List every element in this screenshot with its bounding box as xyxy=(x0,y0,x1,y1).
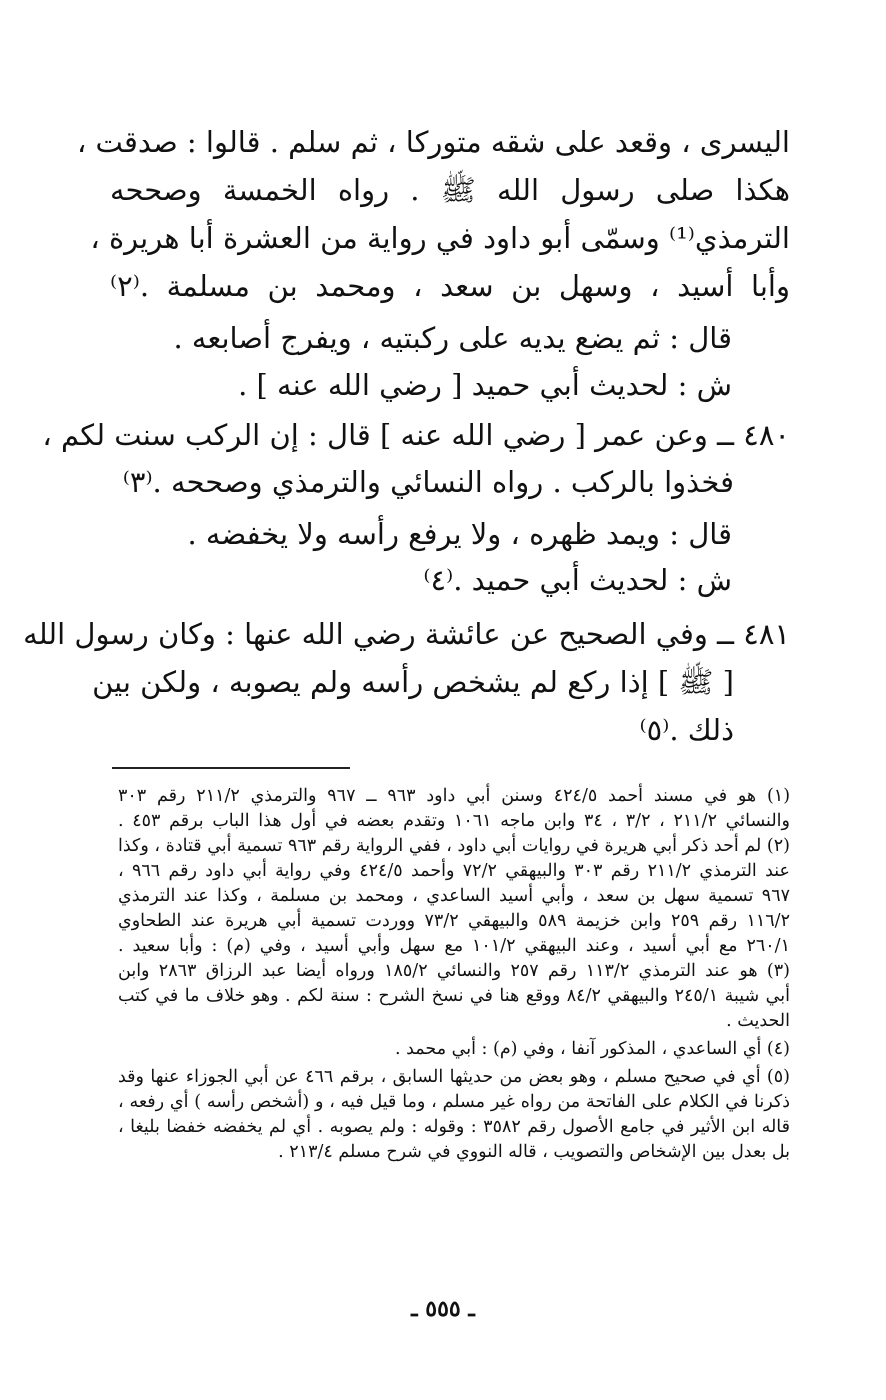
text-line: فخذوا بالركب . رواه النسائي والترمذي وصححه .⁽٣⁾ xyxy=(122,465,734,499)
text-line: ٤٨١ ــ وفي الصحيح عن عائشة رضي الله عنها : وكان رسول الله xyxy=(23,617,790,651)
footnote-line: (٤) أي الساعدي ، المذكور آنفا ، وفي (م) : أبي محمد . xyxy=(394,1039,790,1059)
footnote-line: بل بعدل بين الإشخاص والتصويب ، قاله النووي في شرح مسلم ٢١٣/٤ . xyxy=(278,1142,790,1162)
footnote-line: (٢) لم أحد ذكر أبي هريرة في روايات أبي داود ، ففي الرواية رقم ٩٦٣ تسمية أبي قتادة ، وكذا xyxy=(118,836,790,856)
footnote-line: والنسائي ٢١١/٢ ، ٣/٢ ، ٣٤ وابن ماجه ١٠٦١ وتقدم بعضه في أول هذا الباب برقم ٤٥٣ . xyxy=(118,811,790,831)
footnote-line: ذكرنا في الكلام على الفاتحة من رواه غير مسلم ، وما قيل فيه ، و (أشخص رأسه ) أي رفعه ، xyxy=(118,1092,790,1112)
footnote-line: (٣) هو عند الترمذي ١١٣/٢ رقم ٢٥٧ والنسائي ١٨٥/٢ ورواه أيضا عبد الرزاق ٢٨٦٣ وابن xyxy=(118,961,790,981)
text-line: ٤٨٠ ــ وعن عمر [ رضي الله عنه ] قال : إن الركب سنت لكم ، xyxy=(42,418,790,452)
footnote-line: ١١٦/٢ رقم ٢٥٩ وابن خزيمة ٥٨٩ والبيهقي ٧٣/٢ ووردت تسمية أبي هريرة عند الطحاوي xyxy=(118,911,790,931)
footnote-line: الحديث . xyxy=(726,1011,790,1031)
footnote-line: ٩٦٧ تسمية سهل بن سعد ، وأبي أسيد الساعدي ، ومحمد بن مسلمة ، وكذا عند الترمذي xyxy=(118,886,790,906)
text-line: الترمذي⁽¹⁾ وسمّى أبو داود في رواية من العشرة أبا هريرة ، xyxy=(90,221,790,255)
text-line: [ ﷺ ] إذا ركع لم يشخص رأسه ولم يصوبه ، ولكن بين xyxy=(92,665,734,699)
text-line: ذلك .⁽٥⁾ xyxy=(639,713,734,747)
text-line: هكذا صلى رسول الله ﷺ . رواه الخمسة وصححه xyxy=(110,173,790,207)
footnote-line: (٥) أي في صحيح مسلم ، وهو بعض من حديثها السابق ، برقم ٤٦٦ عن أبي الجوزاء عنها وقد xyxy=(118,1067,790,1087)
footnote-line: قاله ابن الأثير في جامع الأصول رقم ٣٥٨٢ : وقوله : ولم يصوبه . أي لم يخفضه خفضا بليغا ، xyxy=(118,1117,790,1137)
footnote-line: أبي شيبة ٢٤٥/١ والبيهقي ٨٤/٢ ووقع هنا في نسخ الشرح : سنة لكم . وهو خلاف ما في كتب xyxy=(118,986,790,1006)
page-number: ـ ٥٥٥ ـ xyxy=(411,1296,475,1322)
text-line: اليسرى ، وقعد على شقه متوركا ، ثم سلم . قالوا : صدقت ، xyxy=(76,125,790,159)
text-line: ش : لحديث أبي حميد [ رضي الله عنه ] . xyxy=(238,368,732,402)
footnote-line: ٢٦٠/١ مع أبي أسيد ، وعند البيهقي ١٠١/٢ مع سهل وأبي أسيد ، وفي (م) : وأبا سعيد . xyxy=(118,936,790,956)
text-line: وأبا أسيد ، وسهل بن سعد ، ومحمد بن مسلمة .⁽٢⁾ xyxy=(110,269,790,303)
footnote-separator xyxy=(112,767,350,769)
text-line: قال : ثم يضع يديه على ركبتيه ، ويفرج أصابعه . xyxy=(173,321,732,355)
footnote-line: (١) هو في مسند أحمد ٤٢٤/٥ وسنن أبي داود ٩٦٣ ــ ٩٦٧ والترمذي ٢١١/٢ رقم ٣٠٣ xyxy=(118,786,791,806)
text-line: ش : لحديث أبي حميد .⁽٤⁾ xyxy=(423,563,732,597)
text-line: قال : ويمد ظهره ، ولا يرفع رأسه ولا يخفضه . xyxy=(187,517,732,551)
footnote-line: عند الترمذي ٢١١/٢ رقم ٣٠٣ والبيهقي ٧٢/٢ وأحمد ٤٢٤/٥ وفي رواية أبي داود رقم ٩٦٦ ، xyxy=(118,861,790,881)
